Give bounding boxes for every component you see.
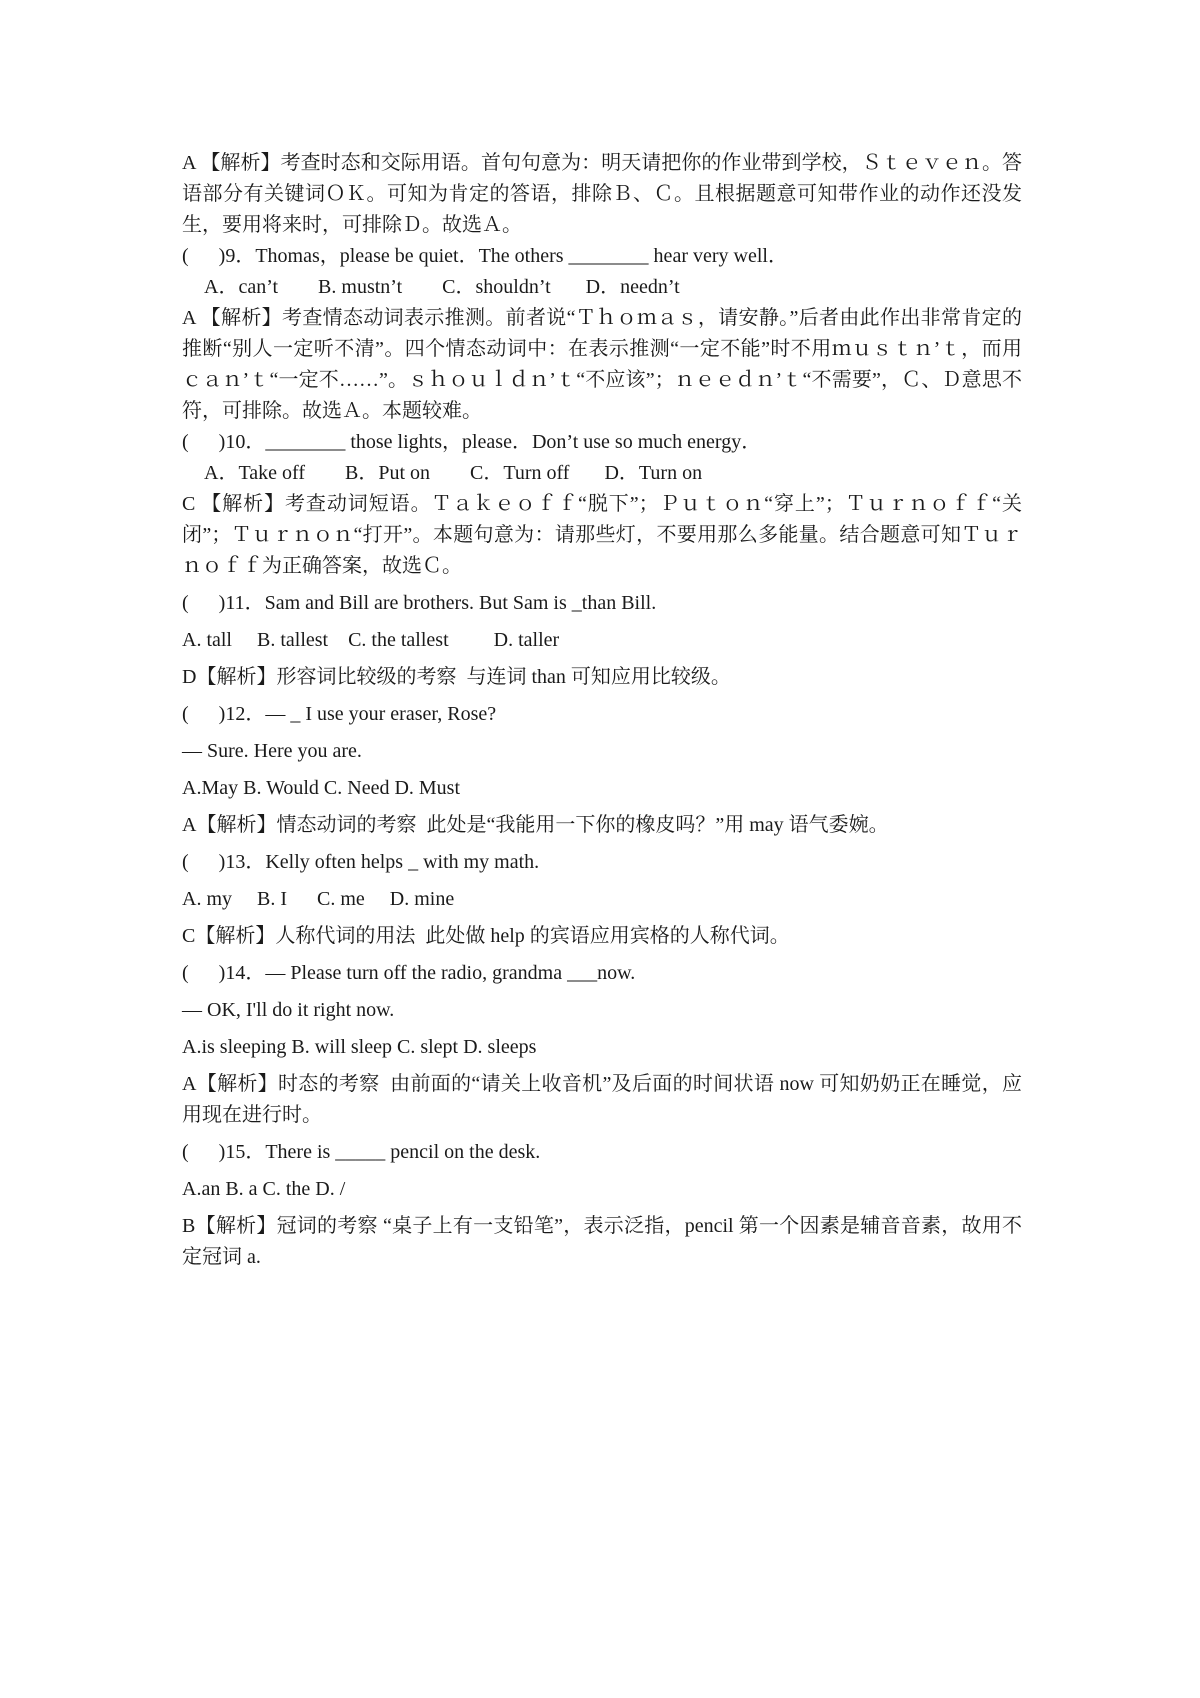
answer-explanation-11: D【解析】形容词比较级的考察 与连词 than 可知应用比较级。 bbox=[182, 666, 731, 688]
question-14-reply: — OK, I'll do it right now. bbox=[182, 999, 395, 1021]
options-13: A. my B. I C. me D. mine bbox=[182, 888, 455, 910]
options-11: A. tall B. tallest C. the tallest D. taller bbox=[182, 629, 560, 651]
question-11: ( )11．Sam and Bill are brothers. But Sam is _than Bill. bbox=[182, 592, 657, 614]
options-12: A.May B. Would C. Need D. Must bbox=[182, 777, 461, 799]
question-12-reply: — Sure. Here you are. bbox=[182, 740, 362, 762]
answer-explanation-9: A 【解析】考查情态动词表示推测。前者说“Ｔｈｏｍａｓ，请安静。”后者由此作出非常肯定的推断“别人一定听不清”。四个情态动词中：在表示推测“一定不能”时不用ｍｕｓｔｎ’ｔ，而用ｃａｎ’ｔ“一定不……”。ｓｈｏｕｌｄｎ’ｔ“不应该”；ｎｅｅｄｎ’ｔ“不需要”，Ｃ、Ｄ意思不符，可排除。故选Ａ。本题较难。 bbox=[182, 307, 1022, 422]
options-15: A.an B. a C. the D. / bbox=[182, 1178, 346, 1200]
answer-explanation-10: C 【解析】考查动词短语。Ｔａｋｅｏｆｆ“脱下”；Ｐｕｔｏｎ“穿上”；Ｔｕｒｎｏｆｆ“关闭”；Ｔｕｒｎｏｎ“打开”。本题句意为：请那些灯，不要用那么多能量。结合题意可知Ｔｕｒｎｏｆｆ为正确答案，故选Ｃ。 bbox=[182, 493, 1022, 577]
answer-explanation-12: A【解析】情态动词的考察 此处是“我能用一下你的橡皮吗？”用 may 语气委婉。 bbox=[182, 814, 889, 836]
question-12: ( )12．— _ I use your eraser, Rose? bbox=[182, 703, 497, 725]
answer-explanation-15: B【解析】冠词的考察 “桌子上有一支铅笔”，表示泛指，pencil 第一个因素是辅音音素，故用不定冠词 a. bbox=[182, 1215, 1022, 1268]
document-content bbox=[182, 148, 1022, 1273]
options-10: A．Take off B．Put on C．Turn off D．Turn on bbox=[204, 462, 703, 484]
answer-explanation-8: A 【解析】考查时态和交际用语。首句句意为：明天请把你的作业带到学校，Ｓｔｅｖｅｎ。答语部分有关键词ＯＫ。可知为肯定的答语，排除Ｂ、Ｃ。且根据题意可知带作业的动作还没发生，要用将来时，可排除Ｄ。故选Ａ。 bbox=[182, 152, 1022, 236]
question-14: ( )14．— Please turn off the radio, grandma ___now. bbox=[182, 962, 636, 984]
question-15: ( )15．There is _____ pencil on the desk. bbox=[182, 1141, 541, 1163]
question-10: ( )10．________ those lights，please．Don’t use so much energy． bbox=[182, 431, 762, 453]
answer-explanation-14: A【解析】时态的考察 由前面的“请关上收音机”及后面的时间状语 now 可知奶奶正在睡觉，应用现在进行时。 bbox=[182, 1073, 1022, 1126]
question-9: ( )9．Thomas，please be quiet．The others ________ hear very well． bbox=[182, 245, 788, 267]
options-9: A．can’t B. mustn’t C．shouldn’t D．needn’t bbox=[204, 276, 680, 298]
answer-explanation-13: C【解析】人称代词的用法 此处做 help 的宾语应用宾格的人称代词。 bbox=[182, 925, 790, 947]
options-14: A.is sleeping B. will sleep C. slept D. sleeps bbox=[182, 1036, 537, 1058]
question-13: ( )13．Kelly often helps _ with my math. bbox=[182, 851, 540, 873]
